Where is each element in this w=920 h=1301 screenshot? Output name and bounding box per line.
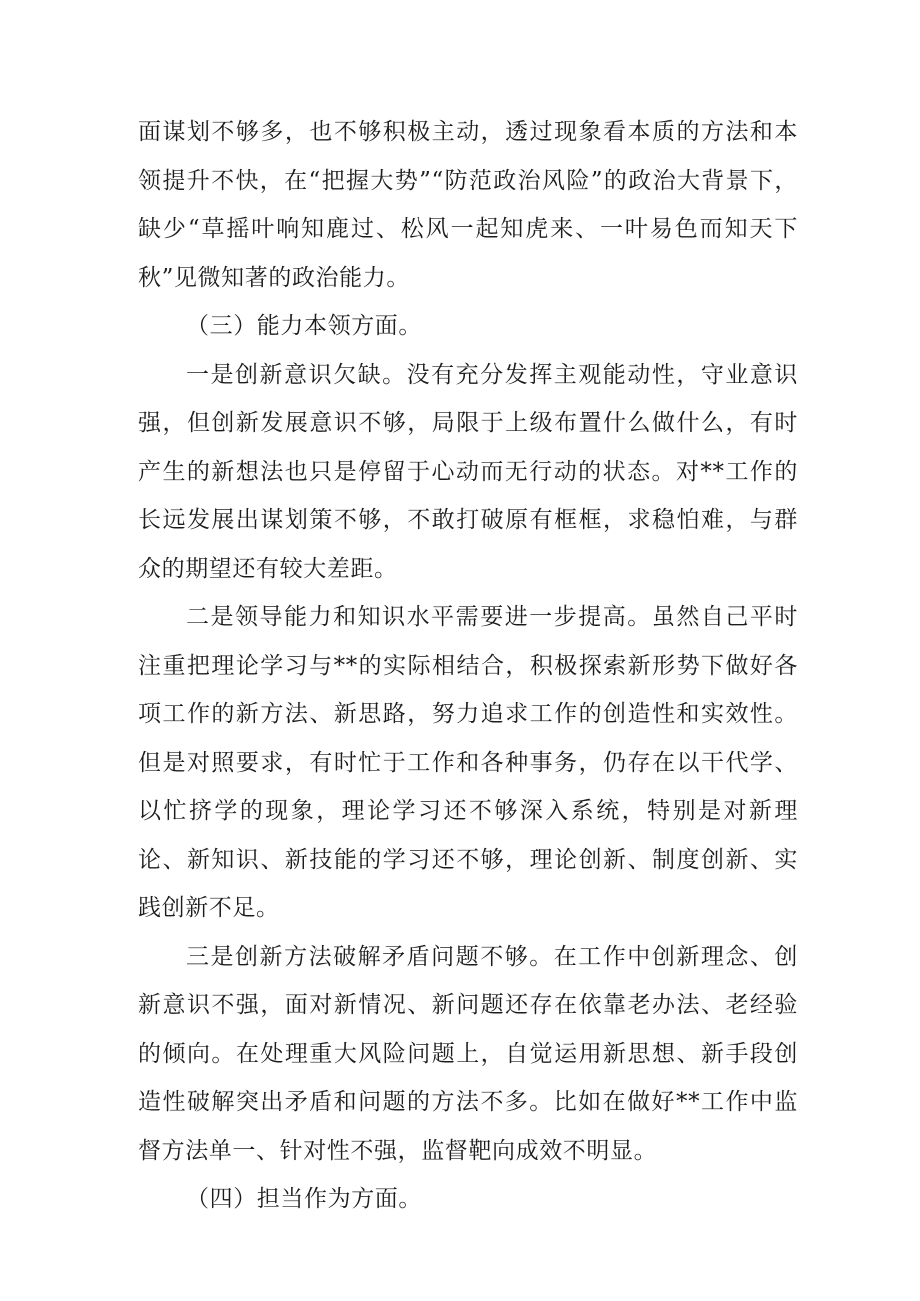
- paragraph-innovation-awareness: 一是创新意识欠缺。没有充分发挥主观能动性，守业意识强，但创新发展意识不够，局限于上级布置什么做什么，有时产生的新想法也只是停留于心动而无行动的状态。对**工作的长远发展出谋划策不够，不敢打破原有框框，求稳怕难，与群众的期望还有较大差距。: [138, 361, 798, 582]
- paragraph-innovation-methods: 三是创新方法破解矛盾问题不够。在工作中创新理念、创新意识不强，面对新情况、新问题还存在依靠老办法、老经验的倾向。在处理重大风险问题上，自觉运用新思想、新手段创造性破解突出矛盾和问题的方法不多。比如在做好**工作中监督方法单一、针对性不强，监督靶向成效不明显。: [138, 943, 798, 1164]
- section-heading-capability: （三）能力本领方面。: [186, 313, 422, 339]
- paragraph-political-ability: 面谋划不够多，也不够积极主动，透过现象看本质的方法和本领提升不快，在“把握大势”“防范政治风险”的政治大背景下，缺少“草摇叶响知鹿过、松风一起知虎来、一叶易色而知天下秋”见微知著的政治能力。: [138, 119, 798, 291]
- document-body: [138, 108, 798, 1224]
- paragraph-leadership-knowledge: 二是领导能力和知识水平需要进一步提高。虽然自己平时注重把理论学习与**的实际相结合，积极探索新形势下做好各项工作的新方法、新思路，努力追求工作的创造性和实效性。但是对照要求，有时忙于工作和各种事务，仍存在以干代学、以忙挤学的现象，理论学习还不够深入系统，特别是对新理论、新知识、新技能的学习还不够，理论创新、制度创新、实践创新不足。: [138, 604, 798, 921]
- section-heading-responsibility: （四）担当作为方面。: [186, 1186, 422, 1212]
